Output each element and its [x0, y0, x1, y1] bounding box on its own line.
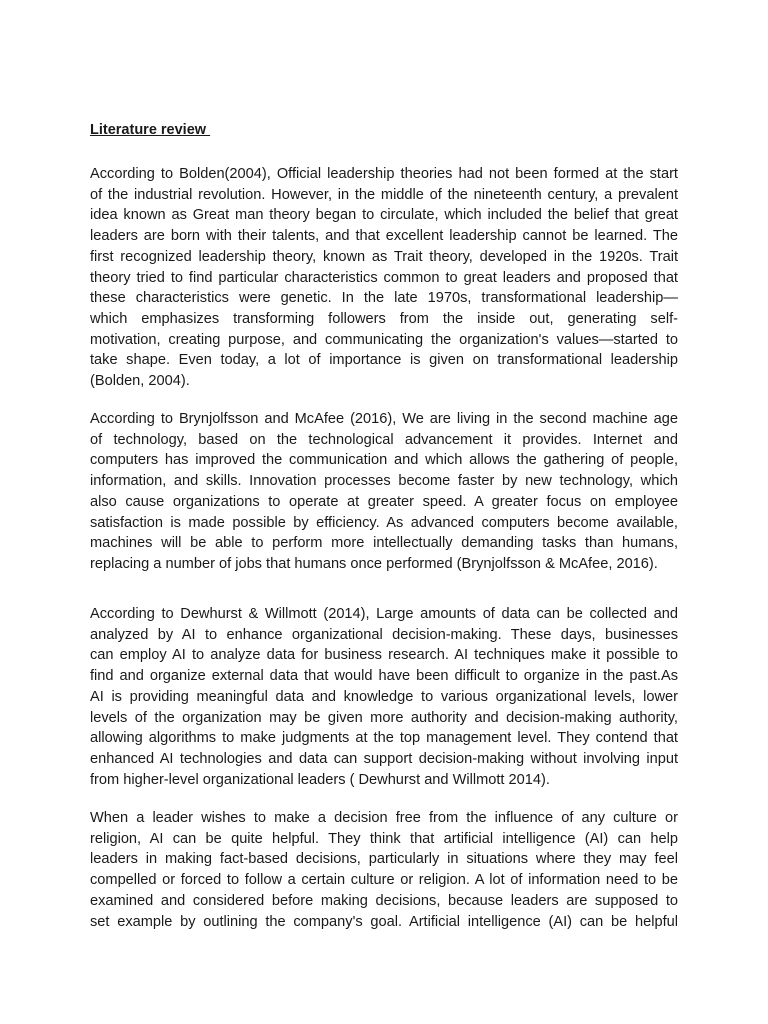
text-line: enhanced AI technologies and data can support decision-making without involving input: [90, 750, 678, 767]
text-line: machines will be able to perform more intellectually demanding tasks than humans,: [90, 535, 678, 552]
text-line: of technology, based on the technological advancement it provides. Internet and: [90, 431, 678, 448]
text-line: of the industrial revolution. However, in the middle of the nineteenth century, a prevalent: [90, 186, 678, 203]
text-line: set example by outlining the company's goal. Artificial intelligence (AI) can be helpful: [90, 913, 678, 930]
text-line: replacing a number of jobs that humans once performed (Brynjolfsson & McAfee, 2016).: [90, 555, 658, 572]
text-line: leaders are born with their talents, and that excellent leadership cannot be learned. The: [90, 228, 678, 245]
paragraph-bolden: [90, 164, 678, 392]
text-line: AI is providing meaningful data and knowledge to various organizational levels, lower: [90, 688, 678, 705]
text-line: According to Bolden(2004), Official leadership theories had not been formed at the start: [90, 166, 678, 182]
paragraph-brynjolfsson: [90, 409, 678, 575]
paragraph-leader-decision: [90, 808, 678, 932]
text-line: idea known as Great man theory began to circulate, which included the belief that great: [90, 207, 678, 224]
text-line: motivation, creating purpose, and communicating the organization's values—started to: [90, 331, 678, 348]
text-line: can employ AI to analyze data for business research. AI techniques make it possible to: [90, 647, 678, 664]
text-line: satisfaction is made possible by efficiency. As advanced computers become available,: [90, 514, 678, 531]
text-line: find and organize external data that would have been difficult to organize in the past.As: [90, 668, 678, 685]
text-line: first recognized leadership theory, known as Trait theory, developed in the 1920s. Trait: [90, 248, 678, 265]
text-line: (Bolden, 2004).: [90, 373, 190, 390]
text-line: from higher-level organizational leaders ( Dewhurst and Willmott 2014).: [90, 771, 550, 788]
text-line: According to Dewhurst & Willmott (2014), Large amounts of data can be collected and: [90, 606, 678, 622]
text-line: these characteristics were genetic. In the late 1970s, transformational leadership—: [90, 290, 678, 307]
paragraph-dewhurst: [90, 604, 678, 790]
text-line: analyzed by AI to enhance organizational decision-making. These days, businesses: [90, 626, 678, 643]
text-line: also cause organizations to operate at greater speed. A greater focus on employee: [90, 493, 678, 510]
text-line: information, and skills. Innovation processes become faster by new technology, which: [90, 473, 678, 490]
text-line: When a leader wishes to make a decision free from the influence of any culture or: [90, 810, 678, 826]
text-line: religion, AI can be quite helpful. They think that artificial intelligence (AI) can help: [90, 830, 678, 847]
text-line: allowing algorithms to make judgments at the top management level. They contend that: [90, 730, 678, 747]
text-line: compelled or forced to follow a certain culture or religion. A lot of information need to be: [90, 872, 678, 889]
text-line: take shape. Even today, a lot of importance is given on transformational leadership: [90, 352, 678, 369]
text-line: which emphasizes transforming followers from the inside out, generating self-: [90, 310, 678, 327]
section-heading: Literature review: [90, 122, 211, 138]
text-line: leaders in making fact-based decisions, particularly in situations where they may feel: [90, 851, 678, 868]
text-line: examined and considered before making decisions, because leaders are supposed to: [90, 892, 678, 909]
text-line: levels of the organization may be given more authority and decision-making authority,: [90, 709, 678, 726]
text-line: theory tried to find particular characteristics common to great leaders and proposed that: [90, 269, 678, 286]
text-line: According to Brynjolfsson and McAfee (2016), We are living in the second machine age: [90, 411, 678, 427]
text-line: computers has improved the communication and which allows the gathering of people,: [90, 452, 678, 469]
